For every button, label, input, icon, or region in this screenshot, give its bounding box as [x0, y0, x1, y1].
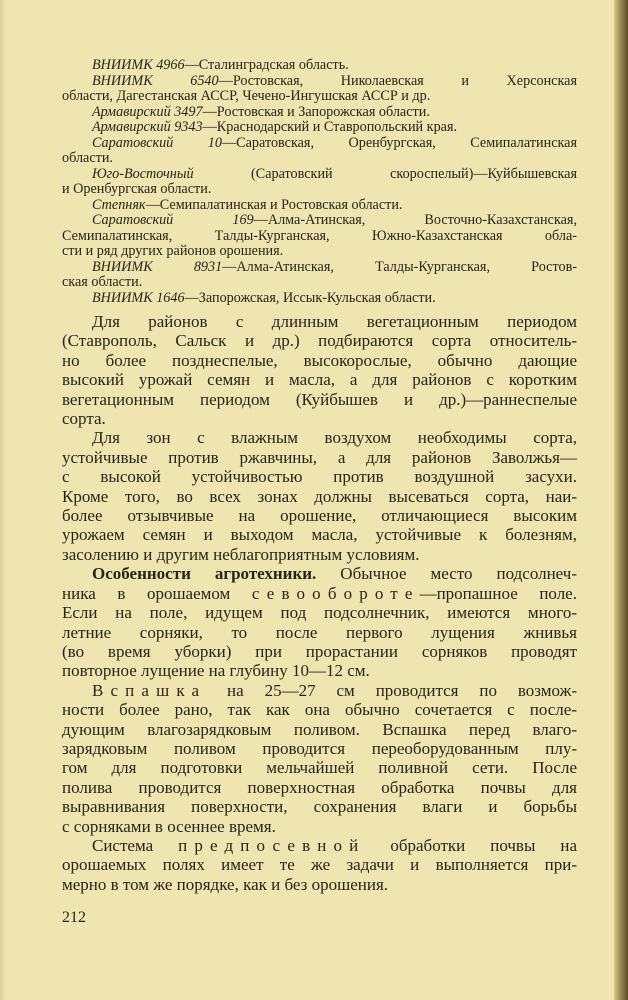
text-line — [62, 167, 577, 183]
variety-entry — [62, 136, 577, 167]
text-segment: Кроме того, во всех зонах должны высеваться сорта, наи- — [62, 486, 577, 506]
text-segment: орошаемых полях имеет те же задачи и выполняется при- — [62, 855, 577, 875]
paragraph — [62, 428, 577, 564]
text-line — [62, 855, 577, 874]
text-line — [62, 739, 577, 758]
text-segment: урожаем семян и выходом масла, устойчивые к болезням, — [62, 525, 577, 545]
text-segment: —пропашное поле. — [419, 583, 577, 603]
text-segment: —Запорожская, Иссык-Кульская области. — [184, 289, 436, 306]
page-body — [62, 58, 577, 928]
text-line — [62, 291, 577, 307]
text-line — [62, 875, 577, 894]
text-line — [62, 642, 577, 661]
text-segment: —Сталинградская область. — [184, 57, 349, 73]
text-line — [62, 120, 577, 136]
text-segment: выравнивания поверхности, сохранения влаги и борьбы — [62, 797, 577, 817]
text-segment: летние сорняки, то после первого лущения жнивья — [62, 622, 577, 642]
text-line — [62, 229, 577, 245]
text-segment: гом для подготовки мельчайшей поливной сети. После — [62, 758, 577, 778]
text-line — [62, 467, 577, 486]
paragraph — [62, 836, 577, 894]
text-line — [62, 370, 577, 389]
text-line — [62, 136, 577, 152]
text-line — [62, 58, 577, 74]
text-segment: Обычное место подсолнеч- — [316, 564, 578, 584]
variety-name: Саратовский 10 — [92, 134, 222, 151]
text-segment: на 25—27 см проводится по возмож- — [206, 680, 577, 700]
emphasized-term: Вспашка — [92, 680, 207, 700]
text-line — [62, 817, 577, 836]
variety-name: ВНИИМК 4966 — [92, 57, 185, 73]
text-line — [62, 700, 577, 719]
text-segment: области. — [62, 150, 113, 166]
text-line — [62, 275, 577, 291]
variety-entry — [62, 58, 577, 74]
text-segment: —Семипалатинская и Ростовская области. — [145, 196, 403, 213]
text-line — [62, 564, 577, 583]
text-segment: но более позднеспелые, высокорослые, обычно дающие — [62, 350, 577, 370]
variety-name: Саратовский 169 — [92, 212, 254, 228]
text-segment: ника в орошаемом — [62, 583, 252, 603]
text-segment: обработки почвы на — [365, 835, 577, 855]
text-line — [62, 182, 577, 198]
variety-entry — [62, 260, 577, 291]
text-segment: (Ставрополь, Сальск и др.) подбираются сорта относитель- — [62, 331, 577, 351]
paragraph — [62, 564, 577, 680]
text-segment: —Краснодарский и Ставропольский края. — [202, 119, 458, 135]
text-line — [62, 74, 577, 90]
paragraph — [62, 312, 577, 428]
text-segment: сорта. — [62, 409, 106, 429]
text-line — [62, 151, 577, 167]
section-heading: Особенности агротехники. — [92, 564, 317, 584]
text-segment: повторное лущение на глубину 10—12 см. — [62, 661, 370, 681]
variety-name: Степняк — [92, 196, 146, 213]
text-line — [62, 428, 577, 447]
text-line — [62, 213, 577, 229]
variety-entry — [62, 198, 577, 214]
variety-entry — [62, 74, 577, 105]
variety-name: ВНИИМК 1646 — [92, 289, 185, 306]
text-segment: вегетационным периодом (Куйбышев и др.)—раннеспелые — [62, 389, 577, 409]
text-segment: полива проводится поверхностная обработка почвы для — [62, 777, 577, 797]
emphasized-term: предпосевной — [178, 835, 366, 855]
variety-entry — [62, 167, 577, 198]
text-line — [62, 506, 577, 525]
text-segment: более отзывчивые на орошение, отличающиеся высоким — [62, 506, 577, 526]
text-line — [62, 720, 577, 739]
text-segment: с сорняками в осеннее время. — [62, 816, 276, 836]
text-line — [62, 778, 577, 797]
variety-name: Юго-Восточный — [92, 165, 194, 182]
text-line — [62, 623, 577, 642]
text-line — [62, 525, 577, 544]
text-segment: —Ростовская и Запорожская области. — [202, 103, 430, 120]
text-segment: и Оренбургская области. — [62, 181, 212, 197]
text-segment: Для районов с длинным вегетационным периодом — [92, 312, 577, 331]
text-segment: устойчивые против ржавчины, а для районов Заволжья— — [62, 447, 577, 467]
text-line — [62, 105, 577, 121]
text-segment: области, Дагестанская АССР, Чечено-Ингушская АССР и др. — [62, 88, 431, 104]
variety-entry — [62, 291, 577, 307]
variety-name: ВНИИМК 6540 — [92, 72, 219, 89]
variety-entry — [62, 213, 577, 260]
text-segment: —Ростовская, Николаевская и Херсонская — [218, 72, 577, 89]
text-line — [62, 331, 577, 350]
text-line — [62, 244, 577, 260]
text-segment: ности более рано, так как она обычно сочетается с после- — [62, 700, 577, 720]
text-segment: Система — [92, 835, 179, 855]
page-paragraphs — [62, 58, 577, 894]
text-segment: (во время уборки) при прорастании сорняков проводят — [62, 641, 577, 661]
variety-name: Армавирский 9343 — [92, 119, 203, 135]
text-line — [62, 661, 577, 680]
text-segment: зарядковым поливом проводится переоборудованным плу- — [62, 738, 577, 758]
text-line — [62, 448, 577, 467]
text-segment: —Саратовская, Оренбургская, Семипалатинская — [221, 134, 577, 151]
text-line — [62, 797, 577, 816]
text-line — [62, 312, 577, 331]
page-left-shadow — [0, 0, 6, 1000]
text-segment: высокий урожай семян и масла, а для районов с коротким — [62, 370, 577, 390]
text-line — [62, 409, 577, 428]
text-line — [62, 89, 577, 105]
text-segment: дующим влагозарядковым поливом. Вспашка перед влаго- — [62, 719, 577, 739]
text-line — [62, 758, 577, 777]
paragraph — [62, 681, 577, 836]
variety-entry — [62, 120, 577, 136]
text-line — [62, 836, 577, 855]
text-line — [62, 681, 577, 700]
page-number: 212 — [62, 909, 86, 927]
text-segment: —Алма-Атинская, Восточно-Казахстанская, — [253, 212, 577, 228]
text-line — [62, 487, 577, 506]
text-segment: с высокой устойчивостью против воздушной засухи. — [62, 467, 577, 487]
text-segment: Семипалатинская, Талды-Курганская, Южно-Казахстанская обла- — [62, 227, 577, 244]
text-line — [62, 390, 577, 409]
text-segment: сти и ряд других районов орошения. — [62, 243, 284, 259]
text-line — [62, 603, 577, 622]
text-segment: мерно в том же порядке, как и без орошения. — [62, 874, 389, 894]
text-line — [62, 545, 577, 564]
text-segment: Для зон с влажным воздухом необходимы сорта, — [92, 428, 577, 448]
text-line — [62, 351, 577, 370]
text-line — [62, 198, 577, 214]
page-binding-edge — [614, 0, 628, 1000]
text-segment: Если на поле, идущем под подсолнечник, имеются много- — [62, 603, 577, 623]
variety-name: Армавирский 3497 — [92, 103, 203, 120]
text-segment: ская области. — [62, 274, 143, 290]
text-line — [62, 584, 577, 603]
text-segment: засолению и другим неблагоприятным условиям. — [62, 544, 420, 564]
text-line — [62, 260, 577, 276]
variety-name: ВНИИМК 8931 — [92, 258, 223, 275]
emphasized-term: севообороте — [251, 583, 420, 603]
variety-entry — [62, 105, 577, 121]
text-segment: (Саратовский скороспелый)—Куйбышевская — [193, 165, 577, 182]
text-segment: —Алма-Атинская, Талды-Курганская, Ростов- — [222, 258, 577, 275]
